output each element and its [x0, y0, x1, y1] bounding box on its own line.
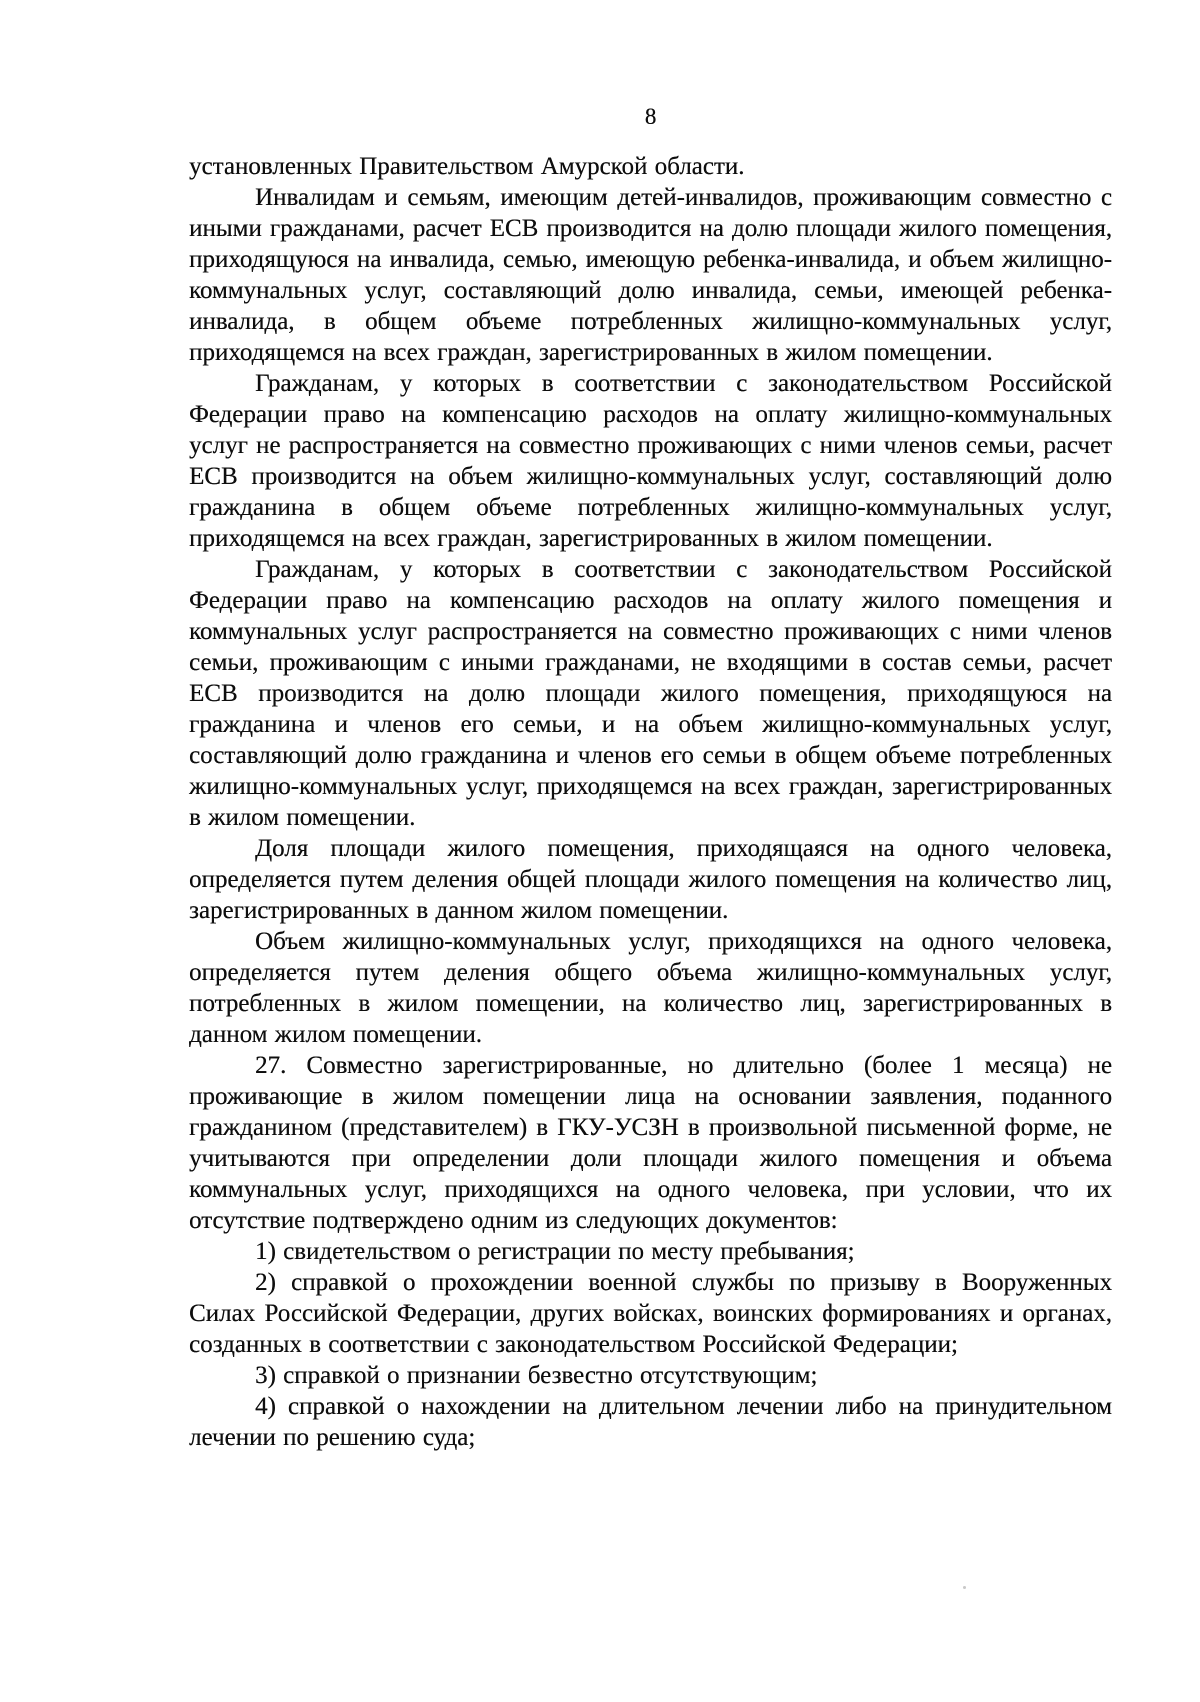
paragraph: 1) свидетельством о регистрации по месту пребывания; — [255, 1238, 855, 1265]
paragraph: Доля площади жилого помещения, приходящаяся на одного человека, определяется путем деления общей площади жилого помещения на количество лиц, зарегистрированных в данном жилом помещении. — [189, 835, 1112, 924]
paragraph: установленных Правительством Амурской области. — [189, 153, 745, 180]
paragraph: 27. Совместно зарегистрированные, но длительно (более 1 месяца) не проживающие в жилом помещении лица на основании заявления, поданного гражданином (представителем) в ГКУ-УСЗН в произвольной письменной форме, не учитываются при определении доли площади жилого помещения и объема коммунальных услуг, приходящихся на одного человека, при условии, что их отсутствие подтверждено одним из следующих документов: — [189, 1052, 1112, 1234]
paragraph: 4) справкой о нахождении на длительном лечении либо на принудительном лечении по решению суда; — [189, 1393, 1112, 1451]
page-number: 8 — [644, 104, 657, 129]
paragraph: Гражданам, у которых в соответствии с законодательством Российской Федерации право на компенсацию расходов на оплату жилого помещения и коммунальных услуг распространяется на совместно проживающих с ними членов семьи, проживающим с иными гражданами, не входящими в состав семьи, расчет ЕСВ производится на долю площади жилого помещения, приходящуюся на гражданина и членов его семьи, и на объем жилищно-коммунальных услуг, составляющий долю гражданина и членов его семьи в общем объеме потребленных жилищно-коммунальных услуг, приходящемся на всех граждан, зарегистрированных в жилом помещении. — [189, 556, 1112, 831]
paragraph: Гражданам, у которых в соответствии с законодательством Российской Федерации право на компенсацию расходов на оплату жилищно-коммунальных услуг не распространяется на совместно проживающих с ними членов семьи, расчет ЕСВ производится на объем жилищно-коммунальных услуг, составляющий долю гражданина в общем объеме потребленных жилищно-коммунальных услуг, приходящемся на всех граждан, зарегистрированных в жилом помещении. — [189, 370, 1112, 552]
paragraph: 2) справкой о прохождении военной службы по призыву в Вооруженных Силах Российской Федерации, других войсках, воинских формированиях и органах, созданных в соответствии с законодательством Российской Федерации; — [189, 1269, 1112, 1358]
paragraph: Инвалидам и семьям, имеющим детей-инвалидов, проживающим совместно с иными гражданами, расчет ЕСВ производится на долю площади жилого помещения, приходящуюся на инвалида, семью, имеющую ребенка-инвалида, и объем жилищно-коммунальных услуг, составляющий долю инвалида, семьи, имеющей ребенка-инвалида, в общем объеме потребленных жилищно-коммунальных услуг, приходящемся на всех граждан, зарегистрированных в жилом помещении. — [189, 184, 1112, 366]
paragraph: 3) справкой о признании безвестно отсутствующим; — [255, 1362, 818, 1389]
document-body — [189, 151, 1112, 1453]
paragraph: Объем жилищно-коммунальных услуг, приходящихся на одного человека, определяется путем деления общего объема жилищно-коммунальных услуг, потребленных в жилом помещении, на количество лиц, зарегистрированных в данном жилом помещении. — [189, 928, 1112, 1048]
scan-speck — [963, 1586, 966, 1589]
